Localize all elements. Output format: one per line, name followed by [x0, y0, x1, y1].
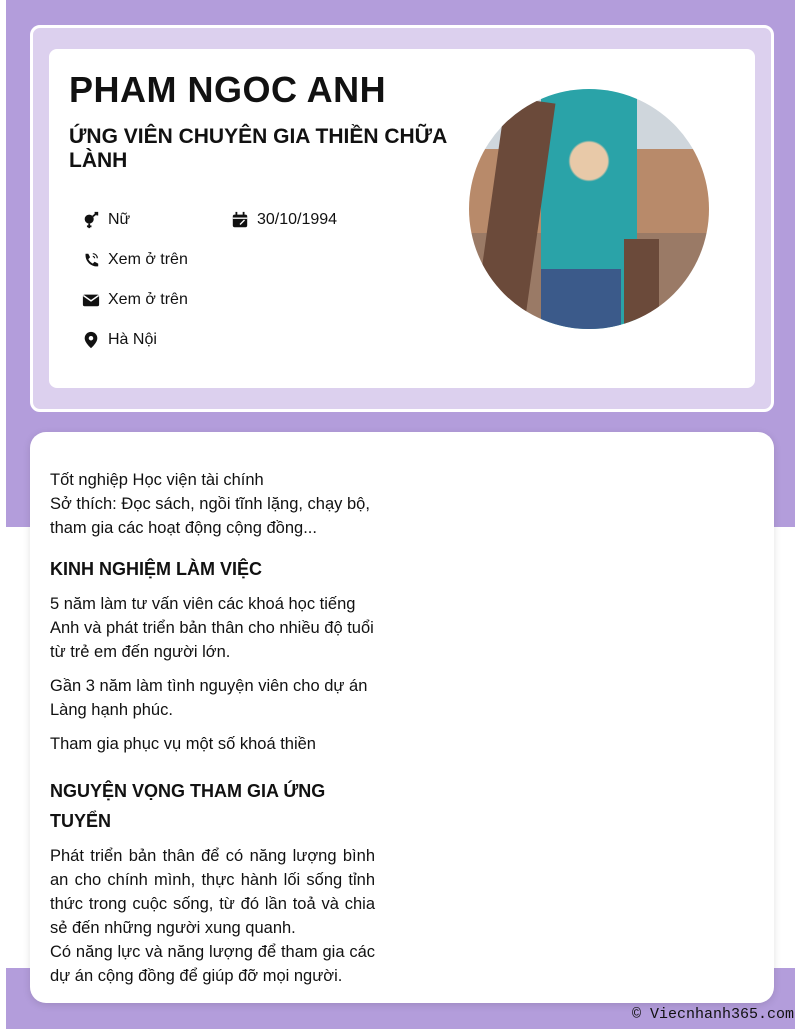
footer-copyright: © Viecnhanh365.com — [631, 1006, 794, 1023]
gender-value: Nữ — [108, 211, 131, 228]
birthday-info — [231, 211, 337, 229]
calendar-icon — [231, 211, 249, 229]
profile-body — [30, 432, 774, 1003]
hobbies: Sở thích: Đọc sách, ngồi tĩnh lặng, chạy bộ, tham gia các hoạt động cộng đồng... — [50, 495, 370, 537]
gender-info — [82, 211, 130, 229]
email-icon — [82, 291, 100, 309]
experience-item: 5 năm làm tư vấn viên các khoá học tiếng Anh và phát triển bản thân cho nhiều độ tuổi từ trẻ em đến người lớn. — [50, 595, 374, 661]
aspiration-heading: NGUYỆN VỌNG THAM GIA ỨNG TUYỂN — [50, 781, 326, 831]
phone-info — [82, 251, 188, 269]
location-pin-icon — [82, 331, 100, 349]
candidate-role: ỨNG VIÊN CHUYÊN GIA THIỀN CHỮA LÀNH — [69, 125, 447, 172]
candidate-name: PHAM NGOC ANH — [69, 69, 387, 110]
aspiration-paragraph: Có năng lực và năng lượng để tham gia các dự án cộng đồng để giúp đỡ mọi người. — [50, 943, 375, 985]
experience-item: Gần 3 năm làm tình nguyện viên cho dự án Làng hạnh phúc. — [50, 677, 368, 719]
education: Tốt nghiệp Học viện tài chính — [50, 471, 264, 489]
experience-item: Tham gia phục vụ một số khoá thiền — [50, 735, 316, 753]
profile-header-inner — [49, 49, 755, 388]
phone-value: Xem ở trên — [108, 251, 188, 268]
phone-icon — [82, 251, 100, 269]
candidate-photo — [469, 89, 709, 329]
birthday-value: 30/10/1994 — [257, 211, 338, 228]
location-value: Hà Nội — [108, 331, 157, 348]
aspiration-paragraph: Phát triển bản thân để có năng lượng bình an cho chính mình, thực hành lối sống tỉnh thức trong cuộc sống, từ đó lần toả và chia sẻ đến những người xung quanh. — [50, 847, 375, 937]
gender-icon — [82, 211, 100, 229]
experience-heading: KINH NGHIỆM LÀM VIỆC — [50, 559, 263, 579]
email-info — [82, 291, 188, 309]
profile-header — [30, 25, 774, 412]
location-info — [82, 331, 157, 349]
email-value: Xem ở trên — [108, 291, 188, 308]
